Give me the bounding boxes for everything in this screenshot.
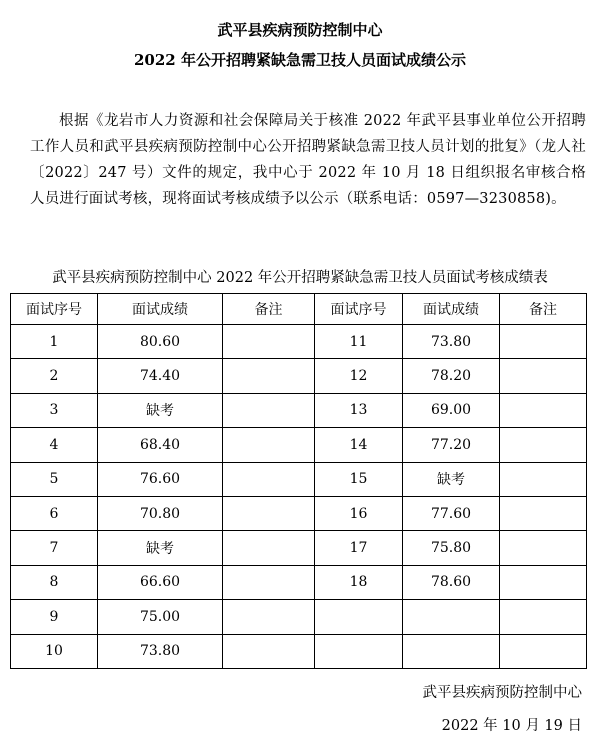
document-title: 2022 年公开招聘紧缺急需卫技人员面试成绩公示 (134, 51, 466, 69)
cell-seq: 7 (11, 531, 98, 565)
cell-seq: 15 (315, 462, 403, 496)
cell-score: 73.80 (403, 325, 500, 359)
cell-score: 缺考 (98, 393, 223, 427)
cell-seq (315, 634, 403, 668)
table-row (11, 325, 587, 359)
scores-table (10, 293, 587, 669)
table-header-row (11, 294, 587, 325)
cell-remark (223, 462, 315, 496)
cell-seq: 3 (11, 393, 98, 427)
cell-score: 75.00 (98, 600, 223, 634)
cell-score: 69.00 (403, 393, 500, 427)
cell-seq: 9 (11, 600, 98, 634)
cell-score: 74.40 (98, 359, 223, 393)
cell-score: 75.80 (403, 531, 500, 565)
cell-remark (500, 462, 587, 496)
cell-score: 78.20 (403, 359, 500, 393)
cell-remark (223, 359, 315, 393)
cell-score: 缺考 (98, 531, 223, 565)
col-header-seq-left: 面试序号 (11, 294, 98, 325)
cell-score: 缺考 (403, 462, 500, 496)
cell-score: 80.60 (98, 325, 223, 359)
cell-remark (223, 600, 315, 634)
table-caption: 武平县疾病预防控制中心 2022 年公开招聘紧缺急需卫技人员面试考核成绩表 (52, 270, 548, 286)
cell-remark (223, 565, 315, 599)
cell-seq: 12 (315, 359, 403, 393)
cell-seq: 13 (315, 393, 403, 427)
cell-score: 77.60 (403, 496, 500, 530)
col-header-remark-left: 备注 (223, 294, 315, 325)
table-row (11, 496, 587, 530)
cell-remark (223, 325, 315, 359)
table-row (11, 531, 587, 565)
cell-score: 66.60 (98, 565, 223, 599)
signature-date: 2022 年 10 月 19 日 (441, 718, 582, 734)
cell-seq: 16 (315, 496, 403, 530)
table-row (11, 634, 587, 668)
cell-score: 76.60 (98, 462, 223, 496)
cell-remark (223, 393, 315, 427)
cell-remark (500, 325, 587, 359)
table-row (11, 393, 587, 427)
col-header-score-right: 面试成绩 (403, 294, 500, 325)
cell-remark (500, 393, 587, 427)
cell-score: 73.80 (98, 634, 223, 668)
cell-seq: 8 (11, 565, 98, 599)
table-row (11, 359, 587, 393)
cell-remark (223, 531, 315, 565)
cell-seq: 1 (11, 325, 98, 359)
signature-org: 武平县疾病预防控制中心 (422, 685, 582, 701)
cell-seq: 14 (315, 428, 403, 462)
cell-remark (500, 496, 587, 530)
cell-remark (500, 428, 587, 462)
cell-seq: 2 (11, 359, 98, 393)
document-org-title: 武平县疾病预防控制中心 (217, 21, 383, 39)
cell-seq: 5 (11, 462, 98, 496)
cell-seq: 6 (11, 496, 98, 530)
cell-remark (500, 359, 587, 393)
col-header-remark-right: 备注 (500, 294, 587, 325)
cell-score: 70.80 (98, 496, 223, 530)
cell-remark (223, 428, 315, 462)
cell-seq: 18 (315, 565, 403, 599)
cell-score: 77.20 (403, 428, 500, 462)
cell-seq: 10 (11, 634, 98, 668)
cell-seq (315, 600, 403, 634)
cell-score: 68.40 (98, 428, 223, 462)
table-row (11, 428, 587, 462)
cell-remark (500, 600, 587, 634)
col-header-score-left: 面试成绩 (98, 294, 223, 325)
cell-remark (500, 634, 587, 668)
cell-remark (223, 496, 315, 530)
table-row (11, 565, 587, 599)
cell-seq: 17 (315, 531, 403, 565)
cell-seq: 11 (315, 325, 403, 359)
table-row (11, 462, 587, 496)
cell-remark (500, 565, 587, 599)
cell-seq: 4 (11, 428, 98, 462)
announcement-paragraph: 根据《龙岩市人力资源和社会保障局关于核准 2022 年武平县事业单位公开招聘工作人员和武平县疾病预防控制中心公开招聘紧缺急需卫技人员计划的批复》（龙人社〔2022〕247 号）文件的规定，我中心于 2022 年 10 月 18 日组织报名审核合格人员进行面试考核，现将面试考核成绩予以公示（联系电话：0597—3230858)。 (30, 113, 586, 207)
cell-score: 78.60 (403, 565, 500, 599)
cell-score (403, 600, 500, 634)
table-row (11, 600, 587, 634)
cell-remark (500, 531, 587, 565)
col-header-seq-right: 面试序号 (315, 294, 403, 325)
cell-score (403, 634, 500, 668)
cell-remark (223, 634, 315, 668)
